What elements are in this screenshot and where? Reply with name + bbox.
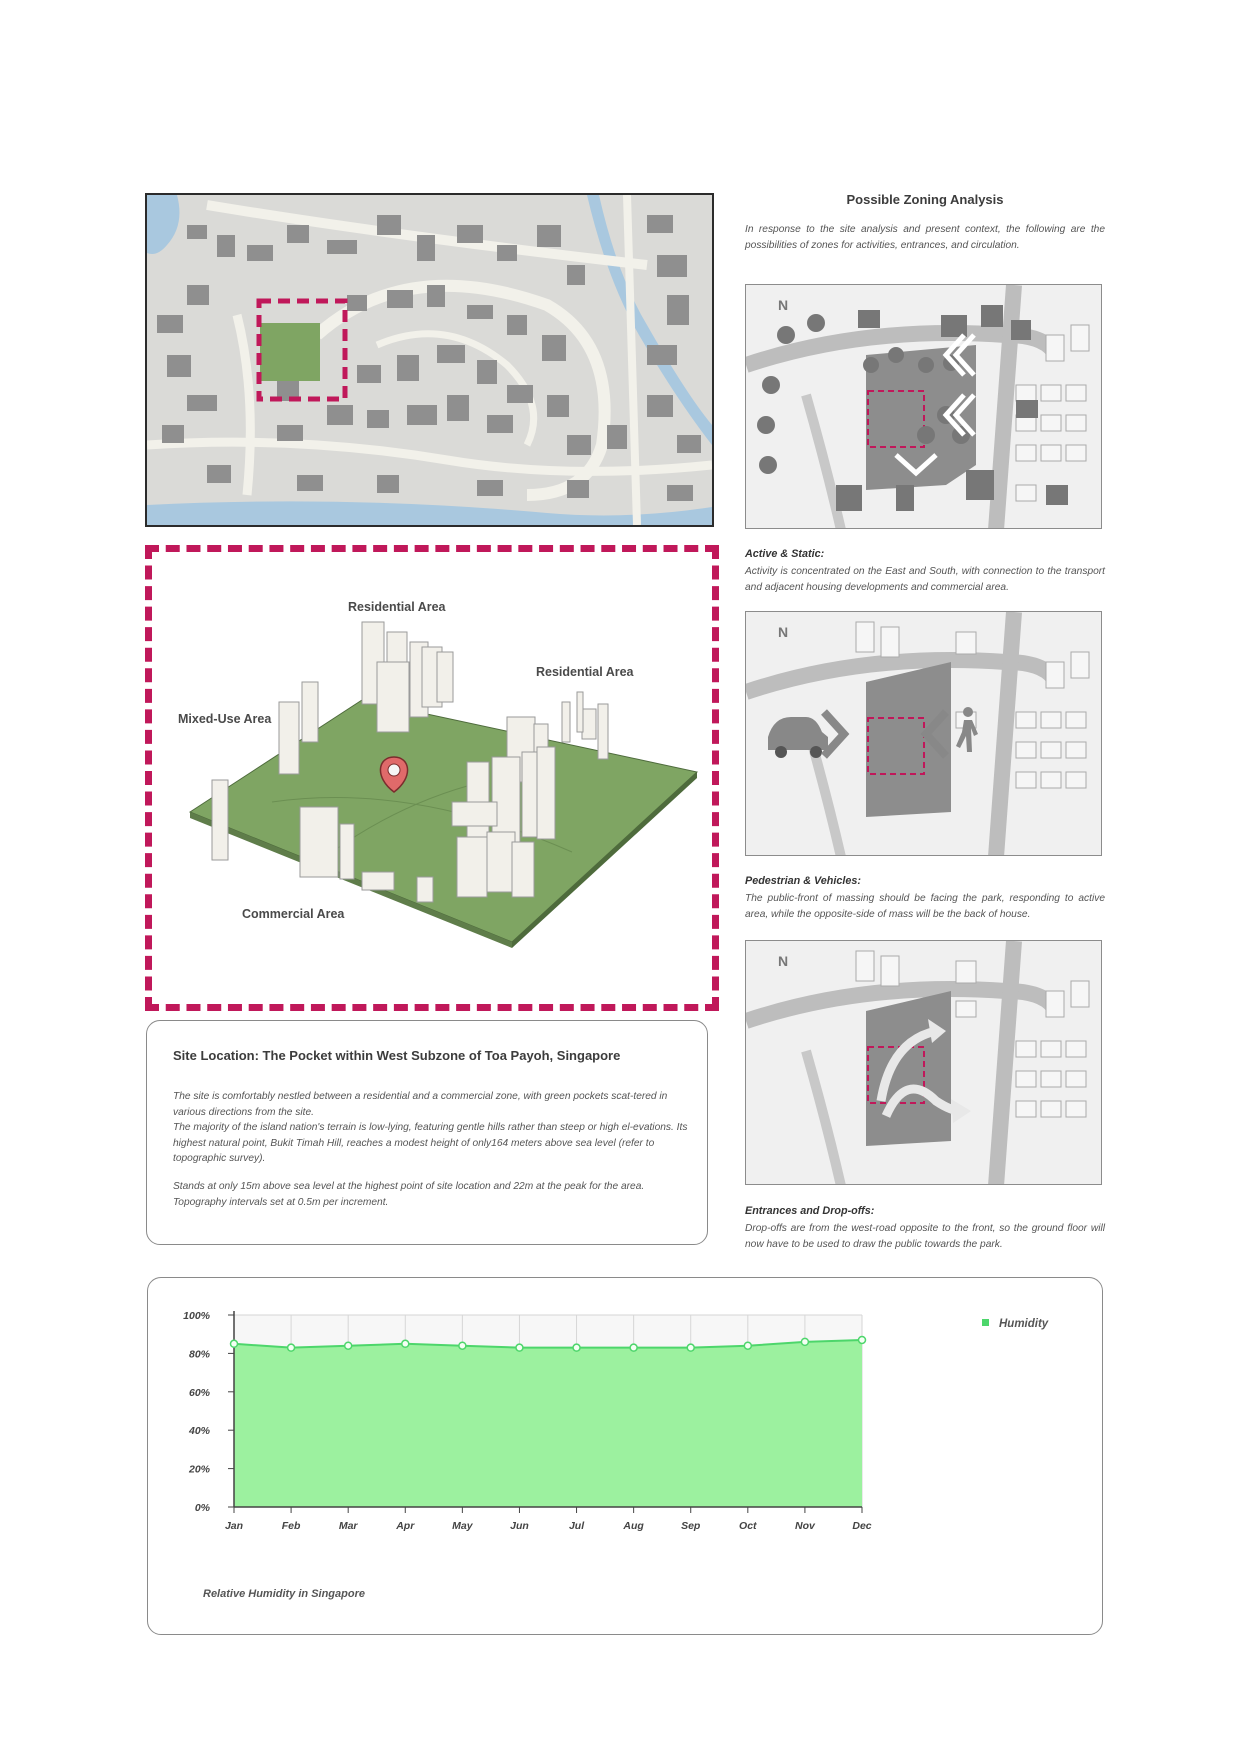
site-paragraph-3: Stands at only 15m above sea level at the highest point of site location and 22m at the peak for the area. Topography intervals set at 0.5m per increment. [173, 1181, 645, 1208]
humidity-point [459, 1342, 466, 1349]
x-tick-label: Oct [739, 1520, 757, 1532]
humidity-point [687, 1344, 694, 1351]
site-paragraph-2: The majority of the island nation's terrain is low-lying, featuring gentle hills rather than steep or high el-evations. Its highest natural point, Bukit Timah Hill, reaches a modest height of only164 meters above sea level (refer to topographic survey). [173, 1122, 688, 1164]
humidity-point [288, 1344, 295, 1351]
zone-2-desc: The public-front of massing should be facing the park, responding to active area, while the opposite-side of mass will be the back of house. [745, 893, 1105, 920]
humidity-chart [148, 1278, 1104, 1636]
humidity-point [231, 1340, 238, 1347]
zoning-intro: In response to the site analysis and present context, the following are the possibilities of zones for activities, entrances, and circulation. [745, 224, 1105, 251]
site-location-card [146, 1020, 708, 1245]
x-tick-label: Apr [396, 1520, 415, 1532]
chart-area-layer [234, 1340, 862, 1507]
x-tick-label: Dec [852, 1520, 872, 1532]
x-tick-label: Jun [510, 1520, 529, 1532]
humidity-point [859, 1336, 866, 1343]
x-tick-label: May [452, 1520, 473, 1532]
north-label: N [778, 624, 789, 640]
humidity-point [744, 1342, 751, 1349]
north-label: N [778, 953, 789, 969]
humidity-chart-card [147, 1277, 1103, 1635]
y-tick-label: 80% [188, 1348, 210, 1361]
x-tick-label: Feb [281, 1520, 301, 1532]
label-mixed-use: Mixed-Use Area [178, 712, 272, 726]
x-tick-label: Mar [338, 1520, 358, 1532]
zone-3-title: Entrances and Drop-offs: [745, 1205, 875, 1217]
x-tick-label: Jan [224, 1520, 244, 1532]
humidity-point [573, 1344, 580, 1351]
zone-3-desc: Drop-offs are from the west-road opposite to the front, so the ground floor will now have to be used to draw the public towards the park. [745, 1223, 1105, 1250]
zoning-map-pedestrian-vehicles [745, 611, 1102, 856]
y-tick-label: 100% [183, 1310, 210, 1322]
zone-2-title: Pedestrian & Vehicles: [745, 875, 862, 887]
street-map-illustration [147, 195, 712, 525]
zoning-map-active-static [745, 284, 1102, 529]
humidity-point [402, 1340, 409, 1347]
y-tick-label: 40% [188, 1425, 210, 1438]
north-label: N [778, 297, 789, 313]
humidity-point [516, 1344, 523, 1351]
site-location-map [145, 193, 714, 527]
label-residential-top: Residential Area [348, 600, 446, 614]
entrances-diagram [746, 941, 1102, 1185]
label-residential-right: Residential Area [536, 665, 634, 679]
label-commercial: Commercial Area [242, 907, 345, 921]
y-tick-label: 20% [188, 1463, 210, 1476]
x-tick-label: Aug [623, 1520, 644, 1532]
legend-swatch-icon [982, 1319, 989, 1326]
zoning-title: Possible Zoning Analysis [846, 192, 1004, 207]
zoning-map-entrances [745, 940, 1102, 1185]
y-tick-label: 60% [188, 1386, 210, 1399]
active-static-diagram [746, 285, 1102, 529]
humidity-area [234, 1340, 862, 1507]
humidity-point [801, 1338, 808, 1345]
x-tick-label: Jul [568, 1520, 585, 1532]
x-tick-label: Nov [794, 1520, 815, 1532]
site-location-title: Site Location: The Pocket within West Subzone of Toa Payoh, Singapore [173, 1048, 621, 1063]
site-axonometric-frame [145, 545, 719, 1011]
x-tick-label: Sep [681, 1520, 701, 1532]
axonometric-site-model [152, 552, 712, 1004]
zone-1-title: Active & Static: [745, 548, 825, 560]
humidity-point [630, 1344, 637, 1351]
y-tick-label: 0% [194, 1502, 210, 1514]
humidity-point [345, 1342, 352, 1349]
zone-1-desc: Activity is concentrated on the East and South, with connection to the transport and adjacent housing developments and commercial area. [745, 566, 1105, 593]
chart-legend [982, 1318, 1048, 1330]
pedestrian-vehicles-diagram [746, 612, 1102, 856]
chart-caption: Relative Humidity in Singapore [203, 1588, 365, 1600]
site-paragraph-1: The site is comfortably nestled between a residential and a commercial zone, with green pockets scat-tered in various directions from the site. [173, 1091, 668, 1118]
legend-label: Humidity [999, 1318, 1049, 1330]
